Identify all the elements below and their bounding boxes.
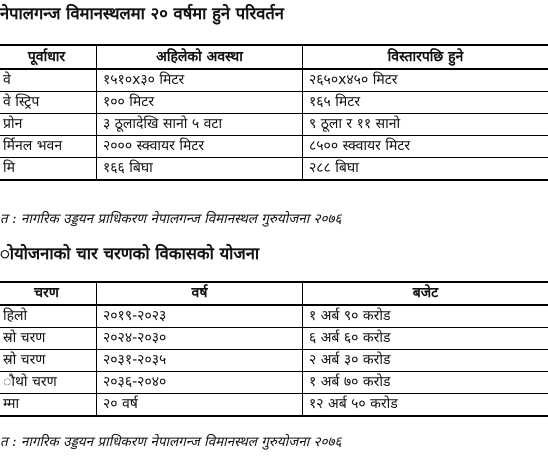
cell-phase: स्रो चरण bbox=[0, 328, 97, 350]
table-row bbox=[0, 136, 548, 158]
table-row bbox=[0, 69, 548, 92]
cell-current: १०० मिटर bbox=[97, 92, 303, 114]
cell-expanded: २६५०x४५० मिटर bbox=[303, 69, 548, 92]
section2-source-note: त : नागरिक उड्डयन प्राधिकरण नेपालगन्ज विमानस्थल गुरुयोजना २०७६ bbox=[0, 434, 342, 450]
cell-year: २०३१-२०३५ bbox=[97, 350, 303, 372]
cell-infrastructure: र्मिनल भवन bbox=[0, 136, 97, 158]
cell-infrastructure: वे स्ट्रिप bbox=[0, 92, 97, 114]
table-row bbox=[0, 305, 548, 328]
cell-infrastructure: वे bbox=[0, 69, 97, 92]
cell-current: ३ ठूलादेखि सानो ५ वटा bbox=[97, 114, 303, 136]
table-row bbox=[0, 158, 548, 181]
cell-current: १६६ बिघा bbox=[97, 158, 303, 181]
table-row bbox=[0, 350, 548, 372]
cell-current: १५१०x३० मिटर bbox=[97, 69, 303, 92]
cell-phase: स्रो चरण bbox=[0, 350, 97, 372]
header-year: वर्ष bbox=[97, 282, 303, 305]
header-phase: चरण bbox=[0, 282, 97, 305]
section2-title: ोयोजनाको चार चरणको विकासको योजना bbox=[0, 244, 260, 263]
cell-year: २०३६-२०४० bbox=[97, 372, 303, 394]
cell-phase: ौथो चरण bbox=[0, 372, 97, 394]
cell-year: २० वर्ष bbox=[97, 394, 303, 417]
cell-infrastructure: प्रोन bbox=[0, 114, 97, 136]
cell-budget: ६ अर्ब ६० करोड bbox=[303, 328, 548, 350]
cell-budget: २ अर्ब ३० करोड bbox=[303, 350, 548, 372]
header-after-expansion: विस्तारपछि हुने bbox=[303, 45, 548, 69]
phase-plan-table bbox=[0, 281, 548, 417]
cell-expanded: २८८ बिघा bbox=[303, 158, 548, 181]
section1-source-note: त : नागरिक उड्डयन प्राधिकरण नेपालगन्ज विमानस्थल गुरुयोजना २०७६ bbox=[0, 211, 342, 227]
cell-expanded: ८५०० स्क्वायर मिटर bbox=[303, 136, 548, 158]
cell-budget: १ अर्ब ७० करोड bbox=[303, 372, 548, 394]
cell-budget: १ अर्ब ९० करोड bbox=[303, 305, 548, 328]
header-infrastructure: पूर्वाधार bbox=[0, 45, 97, 69]
table-row bbox=[0, 114, 548, 136]
table-row bbox=[0, 328, 548, 350]
header-current-status: अहिलेको अवस्था bbox=[97, 45, 303, 69]
section1-title: नेपालगन्ज विमानस्थलमा २० वर्षमा हुने परिवर्तन bbox=[0, 4, 284, 23]
cell-current: २००० स्क्वायर मिटर bbox=[97, 136, 303, 158]
cell-expanded: १६५ मिटर bbox=[303, 92, 548, 114]
table-header-row bbox=[0, 45, 548, 69]
infrastructure-table bbox=[0, 44, 548, 181]
cell-budget: १२ अर्ब ५० करोड bbox=[303, 394, 548, 417]
cell-phase: हिलो bbox=[0, 305, 97, 328]
header-budget: बजेट bbox=[303, 282, 548, 305]
cell-infrastructure: मि bbox=[0, 158, 97, 181]
table-row bbox=[0, 92, 548, 114]
cell-expanded: ९ ठूला र ११ सानो bbox=[303, 114, 548, 136]
table-row bbox=[0, 372, 548, 394]
table-header-row bbox=[0, 282, 548, 305]
cell-year: २०१९-२०२३ bbox=[97, 305, 303, 328]
cell-phase: म्मा bbox=[0, 394, 97, 417]
cell-year: २०२४-२०३० bbox=[97, 328, 303, 350]
table-row bbox=[0, 394, 548, 417]
